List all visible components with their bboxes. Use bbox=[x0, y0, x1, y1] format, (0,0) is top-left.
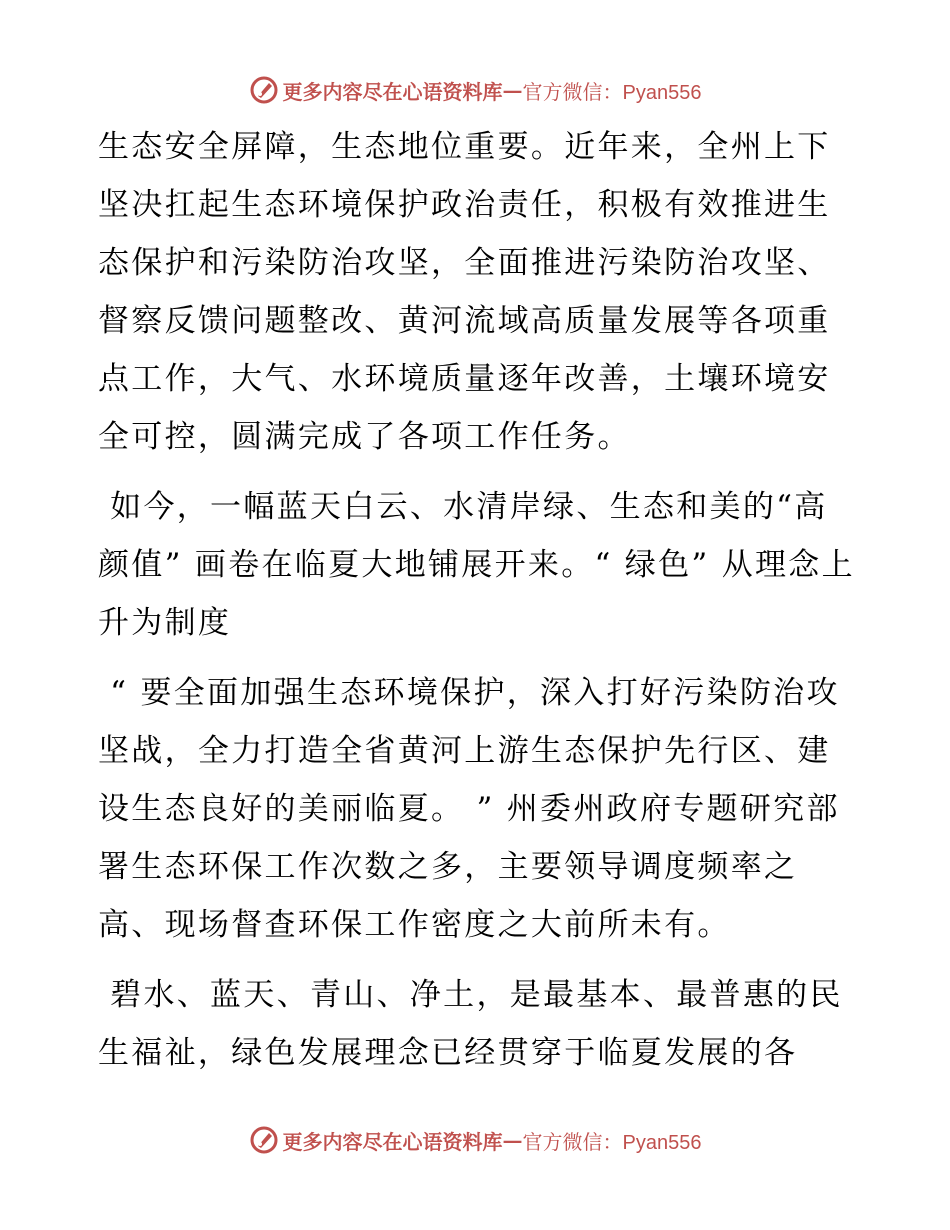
paragraph-1: 生态安全屏障，生态地位重要。近年来，全州上下坚决扛起生态环境保护政治责任，积极有效推进生态保护和污染防治攻坚，全面推进污染防治攻坚、督察反馈问题整改、黄河流域高质量发展等各项重点工作，大气、水环境质量逐年改善，土壤环境安全可控，圆满完成了各项工作任务。 bbox=[98, 129, 831, 455]
header-banner bbox=[0, 70, 950, 110]
document-body bbox=[98, 118, 858, 1094]
header-account-text: 官方微信：Pyan556 bbox=[522, 81, 702, 104]
header-separator: — bbox=[502, 78, 523, 102]
pen-logo-icon bbox=[249, 75, 279, 105]
footer-separator: — bbox=[502, 1128, 523, 1152]
footer-banner bbox=[0, 1120, 950, 1160]
paragraph-4: 碧水、蓝天、青山、净土，是最基本、最普惠的民生福祉，绿色发展理念已经贯穿于临夏发展的各 bbox=[98, 977, 843, 1071]
pen-logo-icon bbox=[249, 1125, 279, 1155]
paragraph-3: “ 要全面加强生态环境保护，深入打好污染防治攻坚战，全力打造全省黄河上游生态保护先行区、建设生态良好的美丽临夏。 ” 州委州政府专题研究部署生态环保工作次数之多，主要领导调度频率之高、现场督查环保工作密度之大前所未有。 bbox=[98, 675, 840, 943]
paragraph-2: 如今，一幅蓝天白云、水清岸绿、生态和美的“高颜值” 画卷在临夏大地铺展开来。“ 绿色” 从理念上升为制度 bbox=[98, 489, 855, 641]
footer-brand-text: 更多内容尽在心语资料库 bbox=[282, 1129, 503, 1154]
footer-account-text: 官方微信：Pyan556 bbox=[522, 1131, 702, 1154]
header-brand-text: 更多内容尽在心语资料库 bbox=[282, 79, 503, 104]
